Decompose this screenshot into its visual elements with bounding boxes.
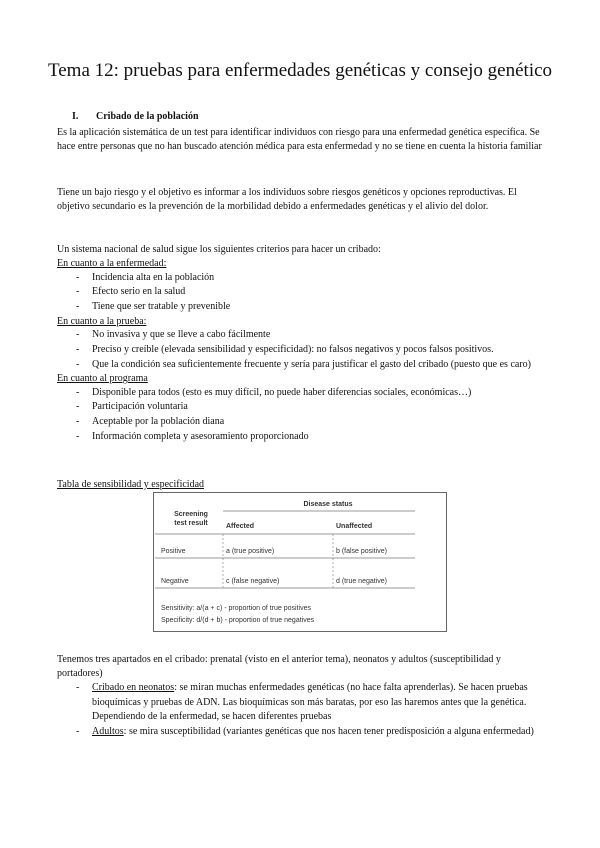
list-item: - Preciso y creíble (elevada sensibilidad y especificidad): no falsos negativos y pocos falsos positivos. [57, 343, 545, 358]
list-item: - Participación voluntaria [57, 400, 545, 415]
positive-row-label: Positive [161, 548, 186, 555]
list-item: - Efecto serio en la salud [57, 285, 545, 300]
screening-types-list [57, 681, 545, 740]
cell-true-negative: d (true negative) [336, 578, 387, 585]
list-item: - Que la condición sea suficientemente frecuente y sería para justificar el gasto del cribado (puesto que es caro) [57, 358, 545, 373]
sensitivity-formula: Sensitivity: a/(a + c) - proportion of true positives [161, 605, 311, 612]
cell-false-negative: c (false negative) [226, 578, 280, 585]
criteria-heading-test: En cuanto a la prueba: [57, 315, 147, 327]
criteria-heading-program: En cuanto al programa [57, 373, 148, 385]
table-caption: Tabla de sensibilidad y especificidad [57, 479, 205, 490]
paragraph-screening-types: Tenemos tres apartados en el cribado: prenatal (visto en el anterior tema), neonatos y adultos (susceptibilidad y portadores) [57, 654, 501, 679]
screening-header-line2: test result [174, 520, 208, 527]
list-item [57, 725, 545, 740]
list-item: - Información completa y asesoramiento proporcionado [57, 430, 545, 445]
criteria-heading-disease: En cuanto a la enfermedad: [57, 258, 167, 269]
section-number: I. [72, 111, 79, 122]
cell-false-positive: b (false positive) [336, 548, 387, 555]
program-criteria-list [57, 386, 545, 445]
specificity-formula: Specificity: d/(d + b) - proportion of true negatives [161, 617, 315, 624]
criteria-list [57, 257, 545, 445]
list-item: - Tiene que ser tratable y prevenible [57, 300, 545, 315]
paragraph-objective: Tiene un bajo riesgo y el objetivo es informar a los individuos sobre riesgos genéticos y opciones reproductivas. El objetivo secundario es la prevención de la morbilidad debido a enfermedades genéticas y el alivio del dolor. [57, 187, 517, 212]
section-title: Cribado de la población [96, 111, 199, 122]
paragraph-criteria-intro: Un sistema nacional de salud sigue los siguientes criterios para hacer un cribado: [57, 244, 381, 255]
sensitivity-specificity-table [153, 492, 447, 632]
test-criteria-list [57, 328, 545, 372]
screening-header-line1: Screening [174, 511, 208, 518]
table-figure [153, 492, 447, 632]
disease-criteria-list [57, 271, 545, 315]
cell-true-positive: a (true positive) [226, 548, 275, 555]
item-text: : se miran muchas enfermedades genéticas (no hace falta aprenderlas). Se hacen pruebas bioquímicas y pruebas de ADN. Las bioquímicas son más baratas, por eso las haremos antes que la genética. Dependiendo de la enfermedad, se hacen diferentes pruebas [92, 682, 528, 723]
item-label-adults: Adultos [92, 726, 124, 738]
list-item [57, 681, 545, 725]
disease-status-header: Disease status [303, 501, 353, 508]
unaffected-header: Unaffected [336, 523, 373, 530]
item-label-neonatal: Cribado en neonatos [92, 682, 175, 693]
list-item: - Disponible para todos (esto es muy difícil, no puede haber diferencias sociales, económicas…) [57, 386, 545, 401]
list-item: - Aceptable por la población diana [57, 415, 545, 430]
negative-row-label: Negative [161, 578, 189, 585]
screening-types-items [57, 681, 545, 740]
page-title: Tema 12: pruebas para enfermedades genéticas y consejo genético [47, 60, 553, 81]
section-heading [72, 110, 560, 124]
list-item: - No invasiva y que se lleve a cabo fácilmente [57, 328, 545, 343]
item-text: : se mira susceptibilidad (variantes genéticas que nos hacen tener predisposición a alguna enfermedad) [123, 726, 534, 738]
affected-header: Affected [226, 523, 255, 530]
paragraph-definition: Es la aplicación sistemática de un test para identificar individuos con riesgo para una enfermedad genética específica. Se hace entre personas que no han buscado atención médica para esta enfermedad y no se tiene en cuenta la historia familiar [57, 127, 542, 152]
list-item: - Incidencia alta en la población [57, 271, 545, 286]
